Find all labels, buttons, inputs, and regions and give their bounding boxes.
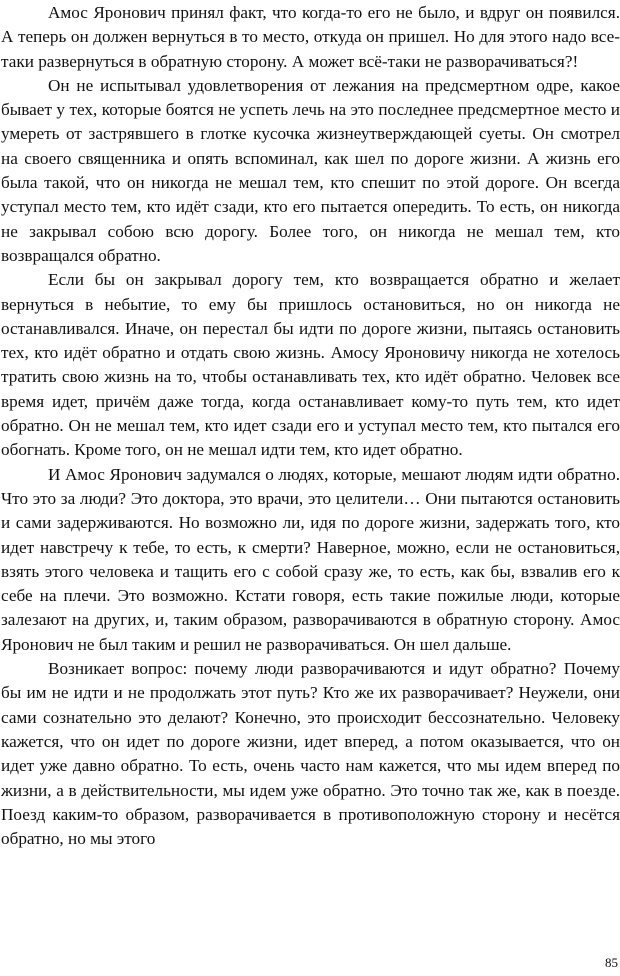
paragraph-1: Амос Яронович принял факт, что когда-то его не было, и вдруг он появился. А теперь он должен вернуться в то место, откуда он пришел. Но для этого надо все-таки развернуться в обратную сторону. А может всё-таки не разворачиваться?! [1,3,620,71]
page-number: 85 [605,955,618,970]
paragraph-4: И Амос Яронович задумался о людях, которые, мешают людям идти обратно. Что это за люди? Это доктора, это врачи, это целители… Они пытаются остановить и сами задерживаются. Но возможно ли, идя по дороге жизни, задержать того, кто идет навстречу к тебе, то есть, к смерти? Наверное, можно, если не остановиться, взять этого человека и тащить его с собой сразу же, то есть, как бы, взвалив его к себе на плечи. Это возможно. Кстати говоря, есть такие пожилые люди, которые залезают на других, и, таким образом, разворачиваются в обратную сторону. Амос Яронович не был таким и решил не разворачиваться. Он шел дальше. [1,464,620,654]
paragraph-3: Если бы он закрывал дорогу тем, кто возвращается обратно и желает вернуться в небытие, то ему бы пришлось остановиться, но он никогда не останавливался. Иначе, он перестал бы идти по дороге жизни, пытаясь остановить тех, кто идёт обратно и отдать свою жизнь. Амосу Яроновичу никогда не хотелось тратить свою жизнь на то, чтобы останавливать тех, кто идёт обратно. Человек все время идет, причём даже тогда, когда останавливает кому-то путь тем, кто идет обратно. Он не мешал тем, кто идет сзади его и уступал место тем, кто пытался его обогнать. Кроме того, он не мешал идти тем, кто идет обратно. [1,270,620,460]
paragraph-5: Возникает вопрос: почему люди разворачиваются и идут обратно? Почему бы им не идти и не продолжать этот путь? Кто же их разворачивает? Неужели, они сами сознательно это делают? Конечно, это происходит бессознательно. Человеку кажется, что он идет по дороге жизни, идет вперед, а потом оказывается, что он идет уже давно обратно. То есть, очень часто нам кажется, что мы идем вперед по жизни, а в действительности, мы идем уже обратно. Это точно так же, как в поезде. Поезд каким-то образом, разворачивается в противоположную сторону и несётся обратно, но мы этого [1,659,620,849]
paragraph-2: Он не испытывал удовлетворения от лежания на предсмертном одре, какое бывает у тех, которые боятся не успеть лечь на это последнее предсмертное место и умереть от застрявшего в глотке кусочка жизнеутверждающей суеты. Он смотрел на своего священника и опять вспоминал, как шел по дороге жизни. А жизнь его была такой, что он никогда не мешал тем, кто спешит по этой дороге. Он всегда уступал место тем, кто идёт сзади, кто его пытается опередить. То есть, он никогда не закрывал собою всю дорогу. Более того, он никогда не мешал тем, кто возвращался обратно. [1,75,620,265]
body-text [1,1,620,851]
